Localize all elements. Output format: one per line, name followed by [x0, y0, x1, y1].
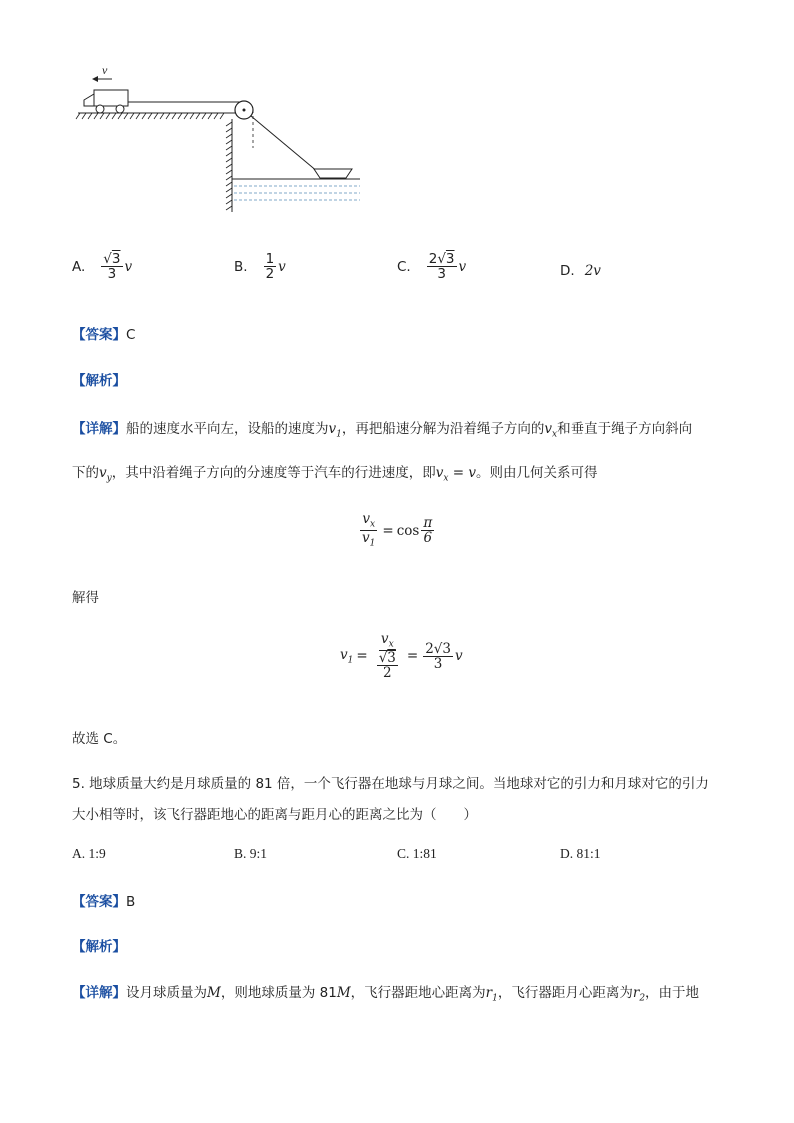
q4-option-d: D. 2v — [560, 263, 601, 279]
q5-analysis-label: 【解析】 — [72, 939, 126, 955]
q4-detail-line1: 【详解】船的速度水平向左，设船的速度为$v_1$，再把船速分解为沿着绳子方向的$v_x$和垂直于绳子方向斜向 — [72, 421, 693, 440]
q5-answer: 【答案】B — [72, 894, 136, 910]
q5-option-c: C. 1:81 — [397, 846, 437, 861]
q5-detail-line: 【详解】设月球质量为M，则地球质量为 81M，飞行器距地心距离为$r_1$，飞行器距月心距离为$r_2$，由于地 — [72, 985, 700, 1004]
q5-option-d: D. 81:1 — [560, 846, 601, 861]
q5-stem-line2: 大小相等时，该飞行器距地心的距离与距月心的距离之比为（ ） — [72, 807, 477, 823]
q4-option-b: B. $\frac{1}{2}$ v — [234, 251, 286, 283]
q5-stem-line1: 5. 地球质量大约是月球质量的 81 倍，一个飞行器在地球与月球之间。当地球对它的引力和月球对它的引力 — [72, 776, 709, 792]
q4-conclusion: 故选 C。 — [72, 731, 127, 747]
q5-option-b: B. 9:1 — [234, 846, 268, 861]
q4-answer: 【答案】C — [72, 327, 136, 343]
q4-solve-label: 解得 — [72, 590, 99, 606]
q4-option-c: C. $\frac{2√3}{3}$ v — [397, 251, 467, 283]
q5-option-a: A. 1:9 — [72, 846, 106, 861]
equation-cos: $\frac{v_x}{v_1}$ = cos $\frac{\pi}{6}$ — [362, 511, 433, 549]
q4-option-a: A. $\frac{√3}{3}$ v — [72, 251, 133, 283]
q4-analysis-label: 【解析】 — [72, 373, 126, 389]
pulley-boat-figure — [70, 62, 370, 222]
equation-solution: $v_1$ = $\frac{v_x}{\frac{√3}{2}}$ = $\frac{2√3}{3}$ v — [340, 631, 463, 682]
q4-detail-line2: 下的$v_y$，其中沿着绳子方向的分速度等于汽车的行进速度，即$v_x = v$。则由几何关系可得 — [72, 465, 598, 484]
velocity-label: v — [102, 63, 108, 77]
